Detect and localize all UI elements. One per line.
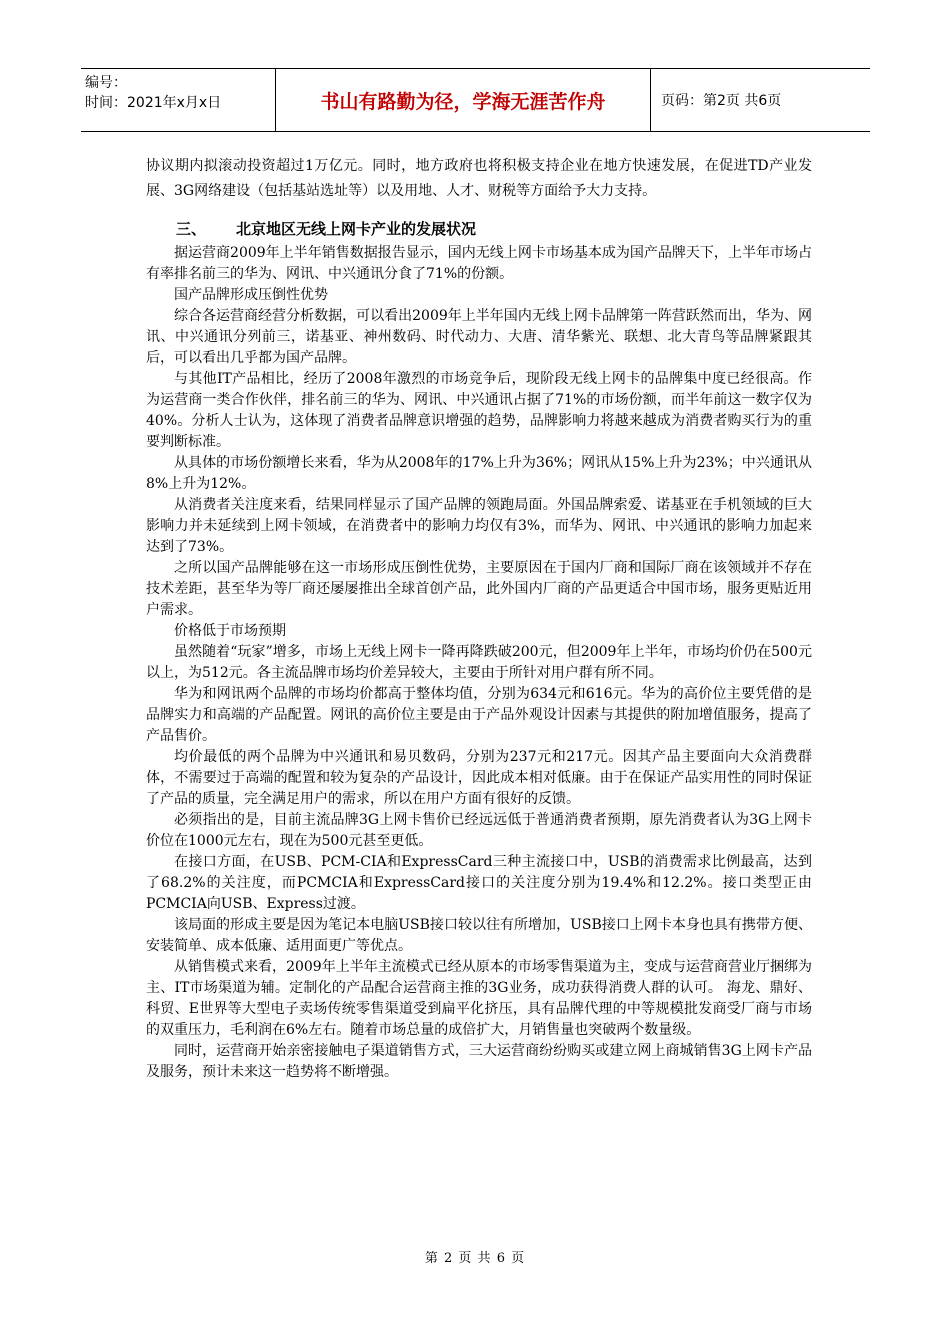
paragraph: 据运营商2009年上半年销售数据报告显示，国内无线上网卡市场基本成为国产品牌天下，上半年市场占有率排名前三的华为、网讯、中兴通讯分食了71%的份额。 — [146, 245, 812, 282]
paragraph: 同时，运营商开始亲密接触电子渠道销售方式，三大运营商纷纷购买或建立网上商城销售3G上网卡产品及服务，预计未来这一趋势将不断增强。 — [146, 1043, 812, 1080]
section-title: 北京地区无线上网卡产业的发展状况 — [236, 220, 477, 238]
page-footer: 第 2 页 共 6 页 — [424, 1251, 526, 1266]
paragraph: 从销售模式来看，2009年上半年主流模式已经从原本的市场零售渠道为主，变成与运营商营业厅捆绑为主、IT市场渠道为辅。定制化的产品配合运营商主推的3G业务，成功获得消费人群的认可。 海龙、鼎好、科贸、E世界等大型电子卖场传统零售渠道受到扁平化挤压，具有品牌代理的中等规模批发商受厂商与市场的双重压力，毛利润在6%左右。随着市场总量的成倍扩大，月销售量也突破两个数量级。 — [146, 959, 812, 1038]
document-body — [146, 154, 812, 1083]
paragraph: 综合各运营商经营分析数据，可以看出2009年上半年国内无线上网卡品牌第一阵营跃然而出，华为、网讯、中兴通讯分列前三，诺基亚、神州数码、时代动力、大唐、清华紫光、联想、北大青鸟等品牌紧跟其后，可以看出几乎都为国产品牌。 — [146, 308, 812, 366]
paragraph: 从具体的市场份额增长来看，华为从2008年的17%上升为36%；网讯从15%上升为23%；中兴通讯从8%上升为12%。 — [146, 455, 812, 492]
paragraph: 在接口方面，在USB、PCM-CIA和ExpressCard三种主流接口中，USB的消费需求比例最高，达到了68.2%的关注度，而PCMCIA和ExpressCard接口的关注度分别为19.4%和12.2%。接口类型正由PCMCIA向USB、Express过渡。 — [146, 854, 812, 912]
section-number: 三、 — [176, 220, 207, 238]
paragraph: 从消费者关注度来看，结果同样显示了国产品牌的领跑局面。外国品牌索爱、诺基亚在手机领域的巨大影响力并未延续到上网卡领域，在消费者中的影响力均仅有3%，而华为、网讯、中兴通讯的影响力加起来达到了73%。 — [146, 497, 812, 555]
header-page-code: 页码：第2页 共6页 — [661, 93, 782, 109]
opening-paragraph: 协议期内拟滚动投资超过1万亿元。同时，地方政府也将积极支持企业在地方快速发展，在促进TD产业发展、3G网络建设（包括基站选址等）以及用地、人才、财税等方面给予大力支持。 — [146, 158, 812, 199]
subheading: 价格低于市场预期 — [174, 623, 286, 639]
paragraph: 该局面的形成主要是因为笔记本电脑USB接口较以往有所增加，USB接口上网卡本身也具有携带方便、安装简单、成本低廉、适用面更广等优点。 — [146, 917, 812, 954]
header-motto: 书山有路勤为径，学海无涯苦作舟 — [276, 69, 651, 131]
paragraph: 华为和网讯两个品牌的市场均价都高于整体均值，分别为634元和616元。华为的高价位主要凭借的是品牌实力和高端的产品配置。网讯的高价位主要是由于产品外观设计因素与其提供的附加增值服务，提高了产品售价。 — [146, 686, 812, 744]
section-heading — [146, 218, 812, 240]
paragraph: 必须指出的是，目前主流品牌3G上网卡售价已经远远低于普通消费者预期，原先消费者认为3G上网卡价位在1000元左右，现在为500元甚至更低。 — [146, 812, 812, 849]
paragraph: 之所以国产品牌能够在这一市场形成压倒性优势，主要原因在于国内厂商和国际厂商在该领域并不存在技术差距，甚至华为等厂商还屡屡推出全球首创产品，此外国内厂商的产品更适合中国市场，服务更贴近用户需求。 — [146, 560, 812, 618]
number-label: 编号： — [85, 75, 127, 91]
paragraph: 与其他IT产品相比，经历了2008年激烈的市场竞争后，现阶段无线上网卡的品牌集中度已经很高。作为运营商一类合作伙伴，排名前三的华为、网讯、中兴通讯占据了71%的市场份额，而半年前这一数字仅为40%。分析人士认为，这体现了消费者品牌意识增强的趋势，品牌影响力将越来越成为消费者购买行为的重要判断标准。 — [146, 371, 812, 450]
page-header — [81, 68, 870, 132]
time-label: 时间：2021年x月x日 — [85, 95, 222, 111]
subheading: 国产品牌形成压倒性优势 — [174, 287, 328, 303]
header-meta — [81, 69, 276, 131]
paragraph: 均价最低的两个品牌为中兴通讯和易贝数码，分别为237元和217元。因其产品主要面向大众消费群体，不需要过于高端的配置和较为复杂的产品设计，因此成本相对低廉。由于在保证产品实用性的同时保证了产品的质量，完全满足用户的需求，所以在用户方面有很好的反馈。 — [146, 749, 812, 807]
paragraph: 虽然随着“玩家”增多，市场上无线上网卡一降再降跌破200元，但2009年上半年，市场均价仍在500元以上，为512元。各主流品牌市场均价差异较大，主要由于所针对用户群有所不同。 — [146, 644, 812, 681]
